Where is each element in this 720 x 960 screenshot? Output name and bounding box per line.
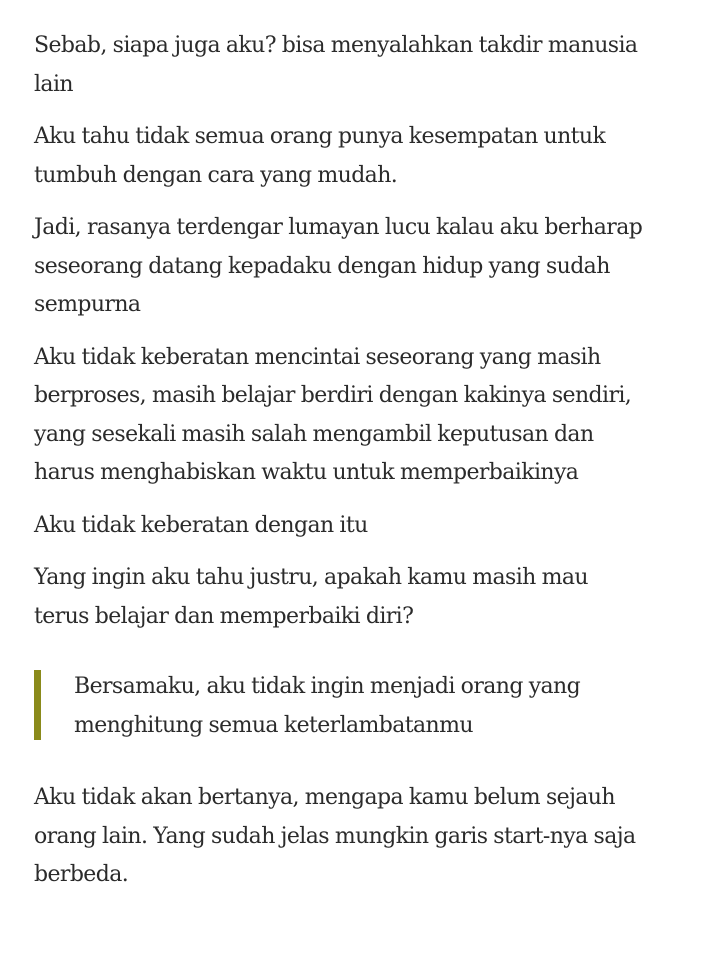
text-line: orang lain. Yang sudah jelas mungkin garis start-nya saja [34, 823, 636, 849]
text-line: terus belajar dan memperbaiki diri? [34, 603, 414, 629]
text-line: sempurna [34, 292, 141, 317]
text-line: Aku tidak akan bertanya, mengapa kamu belum sejauh [34, 785, 615, 810]
paragraph-3 [34, 209, 684, 325]
text-line: tumbuh dengan cara yang mudah. [34, 162, 398, 188]
text-line: seseorang datang kepadaku dengan hidup yang sudah [34, 253, 610, 279]
paragraph-2 [34, 118, 684, 195]
paragraph-4 [34, 339, 684, 493]
closing-paragraph [34, 779, 684, 895]
text-line: harus menghabiskan waktu untuk memperbaikinya [34, 460, 579, 485]
text-line: yang sesekali masih salah mengambil keputusan dan [34, 421, 594, 447]
blockquote [34, 668, 684, 745]
text-line: menghitung semua keterlambatanmu [74, 712, 473, 738]
paragraph-5 [34, 507, 684, 546]
text-line: Aku tahu tidak semua orang punya kesempatan untuk [34, 124, 606, 149]
text-line: berproses, masih belajar berdiri dengan kakinya sendiri, [34, 383, 632, 408]
paragraph-1 [34, 27, 684, 104]
text-line: Jadi, rasanya terdengar lumayan lucu kalau aku berharap [34, 215, 643, 240]
text-line: lain [34, 71, 73, 97]
text-line: berbeda. [34, 862, 129, 887]
quote-text [74, 668, 684, 745]
quote-accent-bar [34, 670, 41, 740]
text-line: Sebab, siapa juga aku? bisa menyalahkan takdir manusia [34, 33, 638, 58]
text-line: Aku tidak keberatan dengan itu [34, 512, 368, 538]
text-line: Aku tidak keberatan mencintai seseorang yang masih [34, 344, 601, 370]
article-body [34, 27, 684, 909]
paragraph-6 [34, 559, 684, 636]
text-line: Bersamaku, aku tidak ingin menjadi orang yang [74, 674, 581, 699]
text-line: Yang ingin aku tahu justru, apakah kamu masih mau [34, 565, 588, 590]
